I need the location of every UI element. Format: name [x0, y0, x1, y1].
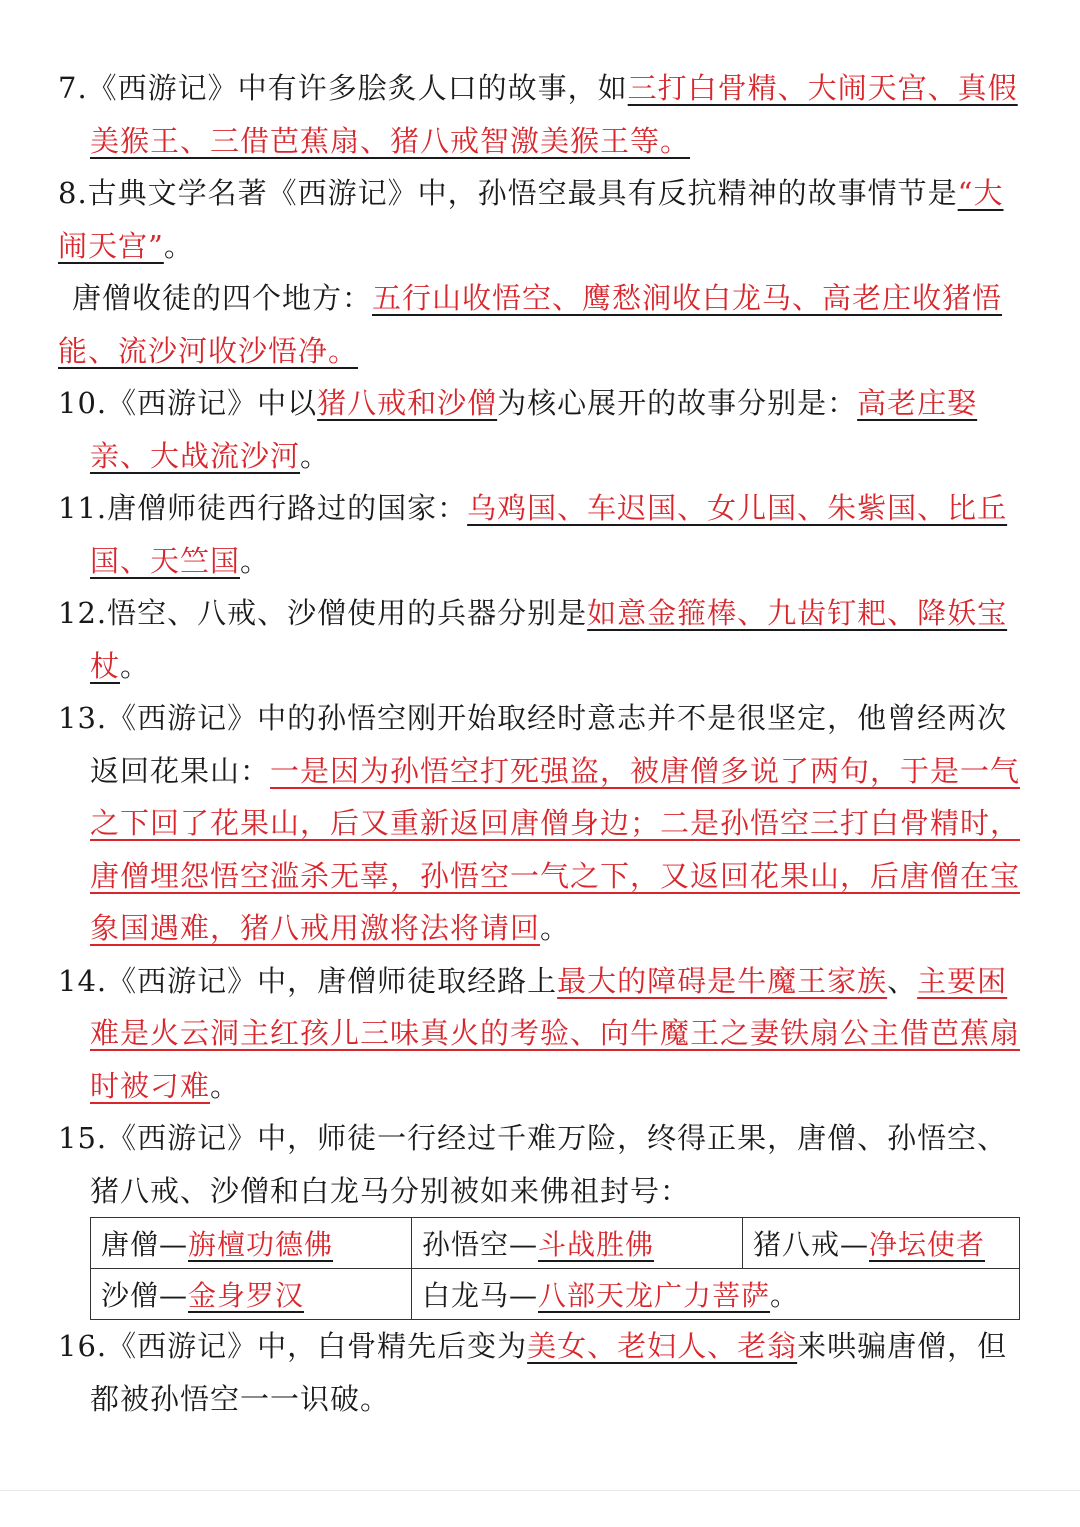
question-13-answer: 一是因为孙悟空打死强盗，被唐僧多说了两句，于是一气之下回了花果山，后又重新返回唐僧身边；二是孙悟空三打白骨精时，唐僧埋怨悟空滥杀无辜，孙悟空一气之下，又返回花果山，后唐僧在宝象国遇难，猪八戒用激将法将请回 [90, 753, 1021, 945]
question-11-answer: 乌鸡国、车迟国、女儿国、朱紫国、比丘国、天竺国 [90, 491, 1008, 578]
question-10-answer-1: 猪八戒和沙僧 [317, 386, 498, 420]
question-8-answer: “大闹天宫” [58, 176, 1004, 263]
cell-answer: 斗战胜佛 [538, 1228, 655, 1261]
question-9-answer: 五行山收悟空、鹰愁涧收白龙马、高老庄收猪悟能、流沙河收沙悟净。 [58, 281, 1003, 368]
question-14-end: 。 [210, 1068, 241, 1103]
table-cell [743, 1218, 1020, 1269]
question-8-text: 8.古典文学名著《西游记》中，孙悟空最具有反抗精神的故事情节是 [58, 176, 958, 210]
question-7-answer: 三打白骨精、大闹天宫、真假美猴王、三借芭蕉扇、猪八戒智激美猴王等。 [90, 71, 1018, 158]
question-13 [58, 692, 1030, 955]
question-9-text: 唐僧收徒的四个地方： [72, 281, 373, 315]
cell-answer: 净坛使者 [869, 1228, 986, 1261]
cell-answer: 金身罗汉 [188, 1279, 305, 1312]
question-14-answer-2: 主要困难是火云洞主红孩儿三味真火的考验、向牛魔王之妻铁扇公主借芭蕉扇时被刁难 [90, 963, 1021, 1103]
cell-label: 唐僧— [101, 1228, 189, 1261]
question-16-text-2: 来哄骗唐僧，但都被孙悟空一一识破。 [90, 1329, 1008, 1416]
question-10-answer-2: 高老庄娶亲、大战流沙河 [90, 386, 978, 473]
table-row [91, 1269, 1020, 1320]
question-13-text: 13.《西游记》中的孙悟空刚开始取经时意志并不是很坚定，他曾经两次返回花果山： [58, 701, 1008, 788]
question-15 [58, 1112, 1030, 1217]
table-row [91, 1218, 1020, 1269]
question-14 [58, 955, 1030, 1113]
table-cell [91, 1269, 412, 1320]
question-11 [58, 482, 1030, 587]
question-11-text: 11.唐僧师徒西行路过的国家： [58, 491, 468, 525]
question-10-text-2: 为核心展开的故事分别是： [497, 386, 858, 420]
title-table [90, 1217, 1020, 1320]
question-8-end: 。 [163, 228, 194, 263]
question-16-text-1: 16.《西游记》中，白骨精先后变为 [58, 1329, 528, 1363]
question-11-end: 。 [240, 543, 271, 578]
question-16-answer: 美女、老妇人、老翁 [527, 1329, 798, 1363]
question-12 [58, 587, 1030, 692]
cell-answer: 八部天龙广力菩萨 [538, 1279, 771, 1312]
cell-label: 猪八戒— [753, 1228, 870, 1261]
table-cell [412, 1269, 1020, 1320]
question-13-end: 。 [540, 911, 571, 945]
question-7 [58, 62, 1030, 167]
question-8 [58, 167, 1030, 272]
cell-label: 孙悟空— [422, 1228, 539, 1261]
question-7-text: 7.《西游记》中有许多脍炙人口的故事，如 [58, 71, 628, 105]
question-9 [58, 272, 1030, 377]
cell-answer: 旃檀功德佛 [188, 1228, 334, 1261]
question-10 [58, 377, 1030, 482]
question-12-answer: 如意金箍棒、九齿钉耙、降妖宝杖 [90, 596, 1008, 683]
question-12-end: 。 [120, 648, 151, 683]
table-cell [412, 1218, 743, 1269]
bottom-divider [0, 1490, 1080, 1491]
question-10-text-1: 10.《西游记》中以 [58, 386, 318, 420]
question-16 [58, 1320, 1030, 1425]
cell-end: 。 [770, 1279, 800, 1312]
table-cell [91, 1218, 412, 1269]
cell-label: 白龙马— [422, 1279, 539, 1312]
question-14-separator: 、 [887, 963, 918, 998]
question-15-text: 15.《西游记》中，师徒一行经过千难万险，终得正果，唐僧、孙悟空、猪八戒、沙僧和白龙马分别被如来佛祖封号： [58, 1121, 1008, 1208]
question-14-text: 14.《西游记》中，唐僧师徒取经路上 [58, 963, 558, 998]
question-14-answer-1: 最大的障碍是牛魔王家族 [557, 963, 888, 998]
question-12-text: 12.悟空、八戒、沙僧使用的兵器分别是 [58, 596, 588, 630]
cell-label: 沙僧— [101, 1279, 189, 1312]
question-10-end: 。 [300, 438, 331, 473]
